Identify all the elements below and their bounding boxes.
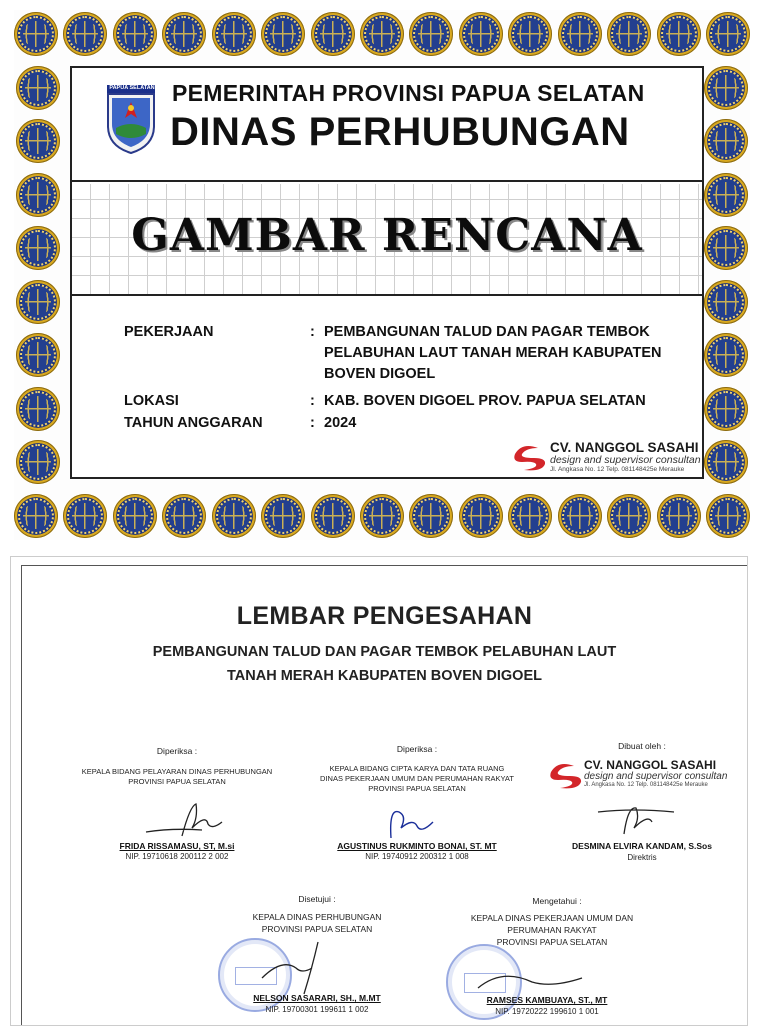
signatory-role-line: PROVINSI PAPUA SELATAN bbox=[128, 777, 226, 786]
border-medallion-icon bbox=[704, 226, 748, 270]
signature-mark bbox=[472, 958, 592, 998]
consultant-logo bbox=[548, 758, 748, 796]
field-colon: : bbox=[310, 324, 315, 340]
signatory-nip: NIP. 19700301 199611 1 002 bbox=[265, 1005, 369, 1014]
provincial-emblem-icon bbox=[106, 84, 156, 154]
document-title: GAMBAR RENCANA bbox=[131, 210, 643, 261]
signatory-role-line: KEPALA BIDANG CIPTA KARYA DAN TATA RUANG bbox=[329, 764, 505, 773]
emblem-label: PAPUA SELATAN bbox=[109, 85, 155, 91]
signatory-nip: NIP. 19710618 200112 2 002 bbox=[125, 852, 229, 861]
cover-sheet bbox=[14, 10, 750, 540]
border-medallion-icon bbox=[704, 280, 748, 324]
border-medallion-icon bbox=[558, 494, 602, 538]
border-medallion-icon bbox=[607, 494, 651, 538]
border-medallion-icon bbox=[459, 494, 503, 538]
border-medallion-icon bbox=[261, 494, 305, 538]
field-value-pekerjaan: PEMBANGUNAN TALUD DAN PAGAR TEMBOK PELABUHAN LAUT TANAH MERAH KABUPATEN BOVEN DIGOEL bbox=[324, 324, 662, 382]
signature-mark bbox=[377, 802, 447, 844]
signatory-role-line: PROVINSI PAPUA SELATAN bbox=[368, 784, 466, 793]
approval-subtitle-line-2: TANAH MERAH KABUPATEN BOVEN DIGOEL bbox=[227, 668, 542, 684]
consultant-tagline: design and supervisor consultan bbox=[584, 771, 728, 782]
border-medallion-icon bbox=[657, 12, 701, 56]
field-value-tahun: 2024 bbox=[324, 415, 357, 431]
border-medallion-icon bbox=[16, 173, 60, 217]
border-medallion-icon bbox=[360, 12, 404, 56]
signatory-heading: Diperiksa : bbox=[396, 744, 438, 754]
field-label-tahun: TAHUN ANGGARAN bbox=[124, 415, 263, 431]
border-medallion-icon bbox=[212, 12, 256, 56]
field-label-lokasi: LOKASI bbox=[124, 393, 179, 409]
signatory-name: RAMSES KAMBUAYA, ST., MT bbox=[486, 995, 608, 1005]
field-value-lokasi: KAB. BOVEN DIGOEL PROV. PAPUA SELATAN bbox=[324, 393, 646, 409]
signatory-name: AGUSTINUS RUKMINTO BONAI, ST. MT bbox=[337, 841, 497, 851]
signatory-nip: NIP. 19740912 200312 1 008 bbox=[365, 852, 469, 861]
approval-title: LEMBAR PENGESAHAN bbox=[236, 602, 533, 630]
signatory-role-line: PERUMAHAN RAKYAT bbox=[507, 925, 597, 935]
consultant-name: CV. NANGGOL SASAHI bbox=[584, 758, 717, 772]
field-colon: : bbox=[310, 415, 315, 431]
signatory-role-line: PROVINSI PAPUA SELATAN bbox=[496, 937, 608, 947]
signature-mark bbox=[594, 800, 684, 840]
border-medallion-icon bbox=[113, 494, 157, 538]
border-medallion-icon bbox=[212, 494, 256, 538]
department-name: DINAS PERHUBUNGAN bbox=[170, 110, 630, 154]
border-medallion-icon bbox=[63, 494, 107, 538]
signatory-role-line: KEPALA DINAS PERHUBUNGAN bbox=[252, 912, 382, 922]
signatory-nip: Direktris bbox=[627, 853, 657, 862]
border-medallion-icon bbox=[704, 66, 748, 110]
signatory-role-line: KEPALA BIDANG PELAYARAN DINAS PERHUBUNGAN bbox=[81, 767, 273, 776]
border-medallion-icon bbox=[508, 12, 552, 56]
approval-sheet bbox=[10, 556, 748, 1026]
consultant-address: Jl. Angkasa No. 12 Telp. 081148425e Merauke bbox=[550, 466, 685, 473]
signatory-heading: Dibuat oleh : bbox=[618, 741, 666, 751]
border-medallion-icon bbox=[63, 12, 107, 56]
border-medallion-icon bbox=[409, 12, 453, 56]
border-medallion-icon bbox=[14, 12, 58, 56]
border-medallion-icon bbox=[459, 12, 503, 56]
signature-mark bbox=[252, 938, 342, 998]
border-medallion-icon bbox=[16, 119, 60, 163]
approval-frame bbox=[21, 565, 747, 1025]
border-medallion-icon bbox=[657, 494, 701, 538]
border-medallion-icon bbox=[311, 494, 355, 538]
title-band bbox=[72, 184, 702, 296]
approval-subtitle-line-1: PEMBANGUNAN TALUD DAN PAGAR TEMBOK PELABUHAN LAUT bbox=[152, 644, 617, 660]
border-medallion-icon bbox=[409, 494, 453, 538]
signatory-heading: Disetujui : bbox=[298, 894, 336, 904]
border-medallion-icon bbox=[360, 494, 404, 538]
border-medallion-icon bbox=[704, 119, 748, 163]
signatory-name: FRIDA RISSAMASU, ST, M.si bbox=[119, 841, 235, 851]
signatory-heading: Diperiksa : bbox=[156, 746, 198, 756]
border-medallion-icon bbox=[162, 494, 206, 538]
border-medallion-icon bbox=[704, 173, 748, 217]
consultant-name: CV. NANGGOL SASAHI bbox=[550, 440, 699, 455]
signatory-role-line: PROVINSI PAPUA SELATAN bbox=[261, 924, 373, 934]
border-medallion-icon bbox=[16, 280, 60, 324]
border-medallion-icon bbox=[16, 66, 60, 110]
signatory-role-line: KEPALA DINAS PEKERJAAN UMUM DAN bbox=[470, 913, 634, 923]
consultant-swoosh-icon bbox=[548, 760, 584, 790]
consultant-swoosh-icon bbox=[512, 442, 548, 472]
border-medallion-icon bbox=[14, 494, 58, 538]
border-medallion-icon bbox=[16, 387, 60, 431]
border-medallion-icon bbox=[16, 226, 60, 270]
border-medallion-icon bbox=[558, 12, 602, 56]
border-medallion-icon bbox=[311, 12, 355, 56]
signatory-heading: Mengetahui : bbox=[532, 896, 582, 906]
consultant-address: Jl. Angkasa No. 12 Telp. 081148425e Merauke bbox=[584, 782, 708, 788]
border-medallion-icon bbox=[607, 12, 651, 56]
border-medallion-icon bbox=[706, 494, 750, 538]
field-colon: : bbox=[310, 393, 315, 409]
border-medallion-icon bbox=[16, 440, 60, 484]
signatory-nip: NIP. 19720222 199610 1 001 bbox=[495, 1007, 599, 1016]
consultant-logo bbox=[512, 440, 702, 480]
agency-name: PEMERINTAH PROVINSI PAPUA SELATAN bbox=[172, 80, 645, 106]
border-medallion-icon bbox=[16, 333, 60, 377]
border-medallion-icon bbox=[261, 12, 305, 56]
border-medallion-icon bbox=[113, 12, 157, 56]
border-medallion-icon bbox=[508, 494, 552, 538]
signatory-name: NELSON SASARARI, SH., M.MT bbox=[253, 993, 381, 1003]
cover-header bbox=[72, 68, 702, 182]
cover-panel bbox=[70, 66, 704, 479]
border-medallion-icon bbox=[704, 333, 748, 377]
consultant-tagline: design and supervisor consultan bbox=[550, 454, 701, 466]
border-medallion-icon bbox=[706, 12, 750, 56]
border-medallion-icon bbox=[704, 440, 748, 484]
border-medallion-icon bbox=[704, 387, 748, 431]
border-medallion-icon bbox=[162, 12, 206, 56]
field-label-pekerjaan: PEKERJAAN bbox=[124, 324, 214, 340]
signatory-name: DESMINA ELVIRA KANDAM, S.Sos bbox=[572, 841, 712, 851]
signatory-role-line: DINAS PEKERJAAN UMUM DAN PERUMAHAN RAKYAT bbox=[320, 774, 514, 783]
signature-mark bbox=[142, 798, 232, 844]
